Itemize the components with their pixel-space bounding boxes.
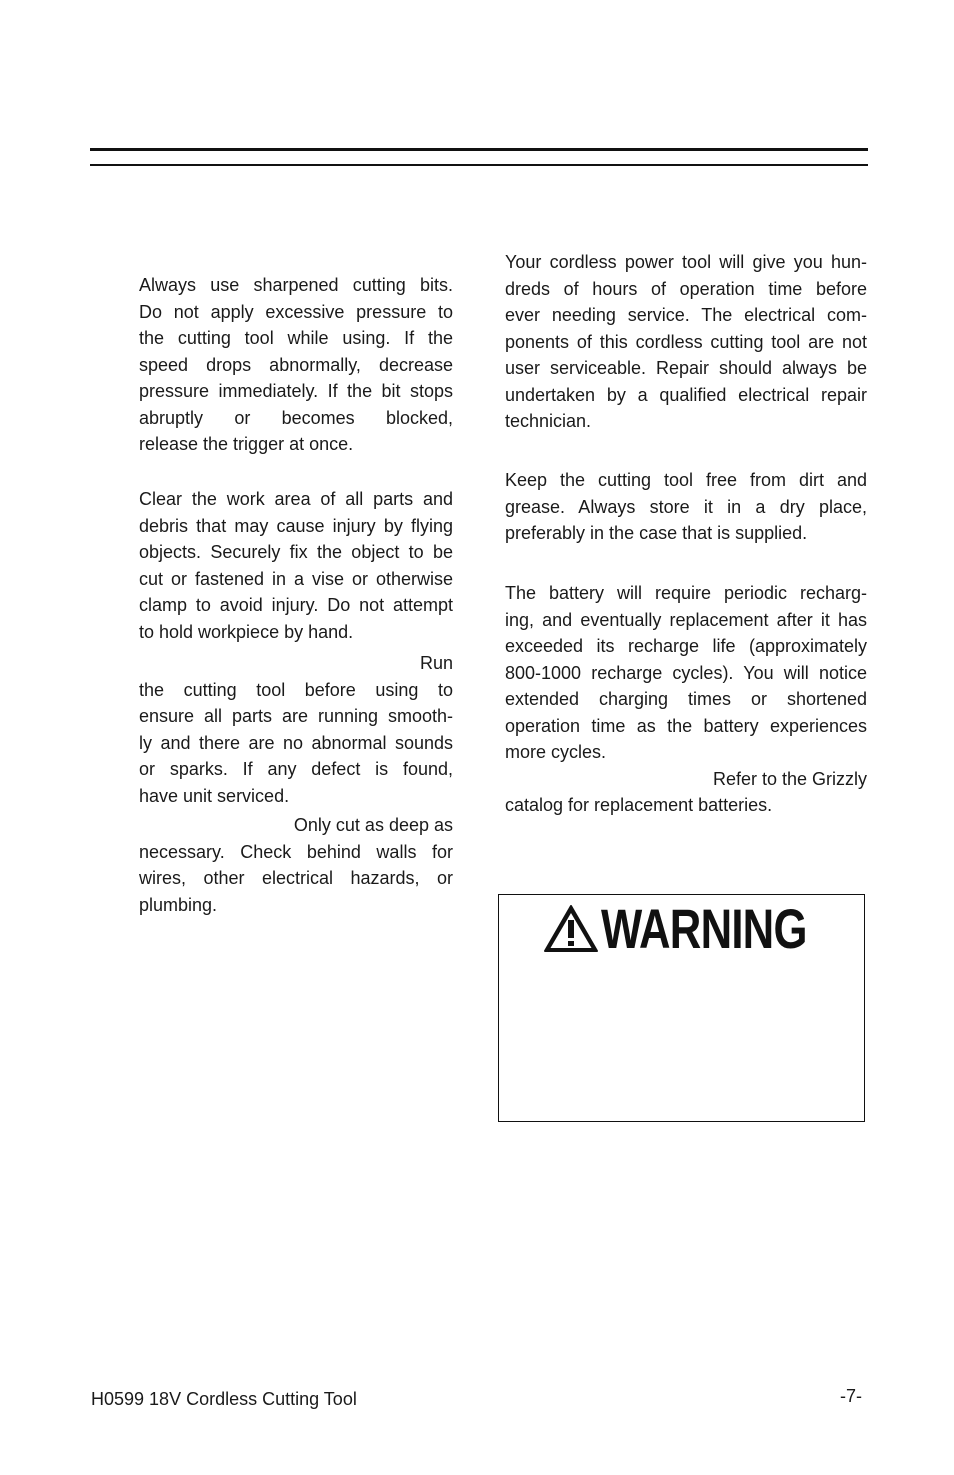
text-line: user serviceable. Repair should always be <box>505 358 867 378</box>
paragraph-keep-clean <box>505 467 867 547</box>
text-line: plumbing. <box>139 894 218 915</box>
text-line: Only cut as deep as <box>293 815 453 835</box>
text-line: have unit serviced. <box>139 785 290 806</box>
header-rule-thick <box>90 148 868 151</box>
text-line: Refer to the Grizzly <box>712 768 867 789</box>
text-line: the cutting tool while using. If the <box>139 328 453 348</box>
text-line: The battery will require periodic recharg- <box>505 583 867 603</box>
page-number: -7- <box>840 1386 862 1406</box>
warning-box <box>498 894 865 1122</box>
text-line: release the trigger at once. <box>139 434 354 454</box>
warning-triangle-icon <box>543 904 599 954</box>
text-line: necessary. Check behind walls for <box>139 841 453 862</box>
text-line: preferably in the case that is supplied. <box>505 523 808 543</box>
text-line: abruptly or becomes blocked, <box>139 407 453 428</box>
text-line: extended charging times or shortened <box>505 689 867 709</box>
text-line: Run <box>419 653 453 673</box>
text-line: ly and there are no abnormal sounds <box>139 732 453 753</box>
text-line: the cutting tool before using to <box>139 679 453 700</box>
text-line: objects. Securely fix the object to be <box>139 542 453 562</box>
paragraph-clear-work-area <box>139 486 453 645</box>
paragraph-cut-depth <box>139 812 453 918</box>
paragraph-battery <box>505 580 867 819</box>
text-line: exceeded its recharge life (approximately <box>505 636 867 656</box>
paragraph-run-tool <box>139 650 453 809</box>
text-line: pressure immediately. If the bit stops <box>139 381 453 401</box>
text-line: Keep the cutting tool free from dirt and <box>505 470 867 490</box>
text-line: or sparks. If any defect is found, <box>139 759 453 779</box>
text-line: technician. <box>505 411 592 431</box>
text-line: catalog for replacement batteries. <box>505 795 773 815</box>
text-line: debris that may cause injury by flying <box>139 515 453 536</box>
text-line: Your cordless power tool will give you hun- <box>505 252 867 272</box>
text-line: ponents of this cordless cutting tool are not <box>505 331 867 352</box>
text-line: speed drops abnormally, decrease <box>139 354 453 375</box>
text-line: more cycles. <box>505 742 607 762</box>
paragraph-service <box>505 249 867 435</box>
text-line: dreds of hours of operation time before <box>505 278 867 299</box>
text-line: cut or fastened in a vise or otherwise <box>139 568 453 589</box>
text-line: 800-1000 recharge cycles). You will notice <box>505 662 867 683</box>
text-line: ing, and eventually replacement after it has <box>505 609 867 630</box>
text-line: grease. Always store it in a dry place, <box>505 496 867 517</box>
warning-header <box>543 899 865 959</box>
text-line: ensure all parts are running smooth- <box>139 706 453 726</box>
header-rule-thin <box>90 164 868 166</box>
text-line: operation time as the battery experiences <box>505 715 867 736</box>
text-line: to hold workpiece by hand. <box>139 621 354 642</box>
text-line: Clear the work area of all parts and <box>139 489 453 509</box>
text-line: ever needing service. The electrical com- <box>505 305 867 325</box>
text-line: Do not apply excessive pressure to <box>139 301 453 322</box>
text-line: wires, other electrical hazards, or <box>139 868 453 888</box>
text-line: clamp to avoid injury. Do not attempt <box>139 595 453 615</box>
text-line: undertaken by a qualified electrical repair <box>505 384 867 405</box>
warning-label: WARNING <box>601 897 807 960</box>
footer-title: H0599 18V Cordless Cutting Tool <box>91 1389 357 1409</box>
paragraph-sharpened-bits <box>139 272 453 458</box>
text-line: Always use sharpened cutting bits. <box>139 275 453 295</box>
